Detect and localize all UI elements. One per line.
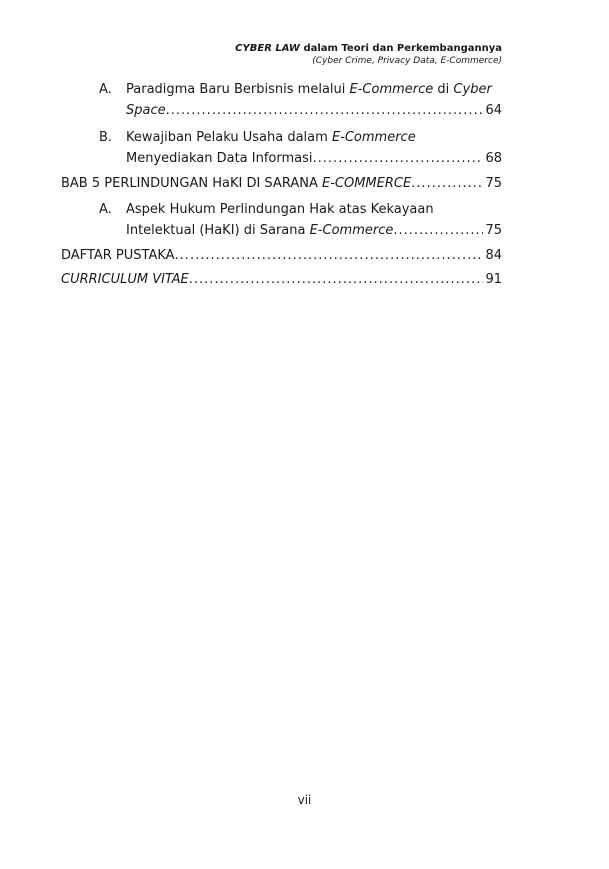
toc-text: Kewajiban Pelaku Usaha dalam E-Commerce [126,130,416,145]
toc-line [61,246,502,266]
toc-text: DAFTAR PUSTAKA [61,248,175,263]
header-title [235,42,502,55]
toc-leader [411,174,483,194]
toc-page-number: 68 [485,151,502,166]
toc-line [126,221,502,241]
toc-text: Space [126,103,166,118]
header-title-italic: CYBER LAW [235,43,300,54]
toc-entry-paradigma[interactable] [0,78,609,122]
toc-entry-kewajiban[interactable] [0,126,609,170]
toc-text: Menyediakan Data Informasi [126,151,313,166]
toc-line [126,80,506,100]
header-title-rest: dalam Teori dan Perkembangannya [299,43,502,54]
toc-leader [189,270,484,290]
toc-leader [166,101,484,121]
toc-text: BAB 5 PERLINDUNGAN HaKI DI SARANA E-COMMERCE [61,176,412,191]
toc-page-number: 84 [485,248,502,263]
toc-page-number: 75 [485,176,502,191]
toc-page-number: 91 [485,272,502,287]
toc-line [126,200,506,220]
toc-entry-curriculum-vitae[interactable] [0,270,609,292]
toc-letter: A. [99,202,112,217]
toc-leader [175,246,484,266]
toc-line [126,128,506,148]
toc-page-number: 75 [485,223,502,238]
toc-line [126,149,502,169]
toc-letter: A. [99,82,112,97]
toc-text: Paradigma Baru Berbisnis melalui E-Commerce di Cyber [126,82,492,97]
toc-leader [313,149,484,169]
toc-text: CURRICULUM VITAE [61,272,189,287]
toc-letter: B. [99,130,113,145]
toc-entry-aspek-hukum[interactable] [0,198,609,242]
toc-leader [393,221,483,241]
running-header [235,42,502,68]
toc-entry-daftar-pustaka[interactable] [0,246,609,268]
toc-page-number: 64 [485,103,502,118]
toc-line [61,174,502,194]
page-number-footer: vii [297,793,312,807]
toc-text: Aspek Hukum Perlindungan Hak atas Kekayaan [126,202,434,217]
toc-line [126,101,502,121]
header-subtitle: (Cyber Crime, Privacy Data, E-Commerce) [312,56,502,66]
toc-line [61,270,502,290]
toc-entry-bab5[interactable] [0,174,609,196]
toc-text: Intelektual (HaKI) di Sarana E-Commerce [126,223,394,238]
